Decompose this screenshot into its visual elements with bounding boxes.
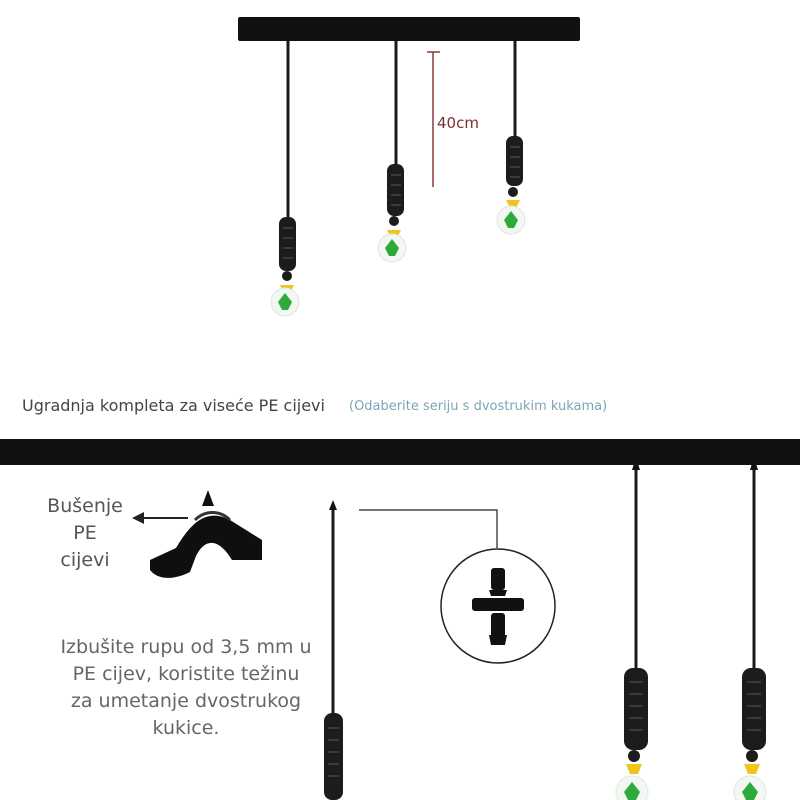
hanger-bottom-right-1 (616, 457, 648, 800)
drilling-label-line-2: PE (73, 522, 97, 544)
hanger-right (497, 41, 525, 234)
hanger-bottom-left (324, 500, 343, 800)
measurement-label: 40cm (437, 114, 479, 132)
double-hook-connector-icon (441, 549, 555, 663)
hanger-middle (378, 41, 406, 262)
instruction-text: Izbušite rupu od 3,5 mm u PE cijev, koristite težinu za umetanje dvostrukog kukice. (60, 636, 312, 739)
drilling-label-line-3: cijevi (60, 549, 110, 571)
drilling-label (38, 493, 132, 574)
top-pe-pipe (238, 17, 580, 41)
hanger-bottom-right-2 (734, 457, 766, 800)
drill-punch-icon (132, 490, 262, 578)
hook-series-note: (Odaberite seriju s dvostrukim kukama) (349, 399, 608, 414)
installation-title: Ugradnja kompleta za viseće PE cijevi (22, 396, 325, 415)
callout-line (359, 510, 497, 548)
bottom-pe-pipe (0, 439, 800, 465)
drilling-label-line-1: Bušenje (47, 495, 123, 517)
hanger-left (271, 41, 299, 316)
